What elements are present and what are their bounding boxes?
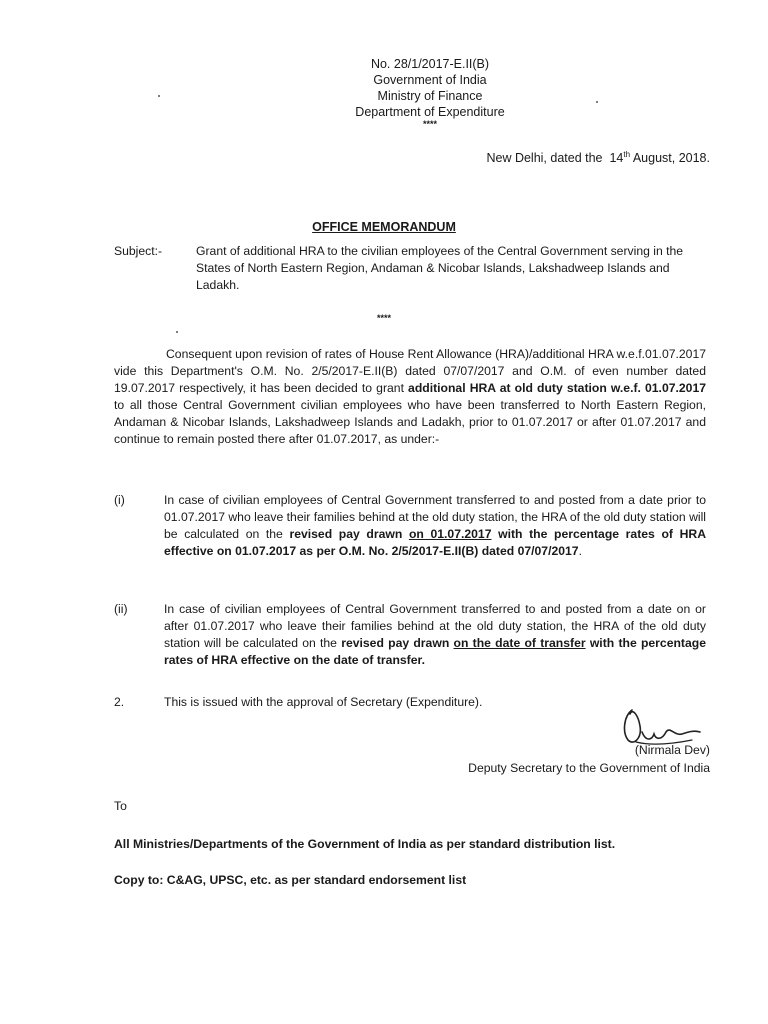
issue-date: New Delhi, dated the 14th August, 2018. — [486, 150, 710, 165]
subject-text: Grant of additional HRA to the civilian employees of the Central Government serving in the States of North Eastern Region, Andaman & Nicobar Islands, Lakshadweep Islands and Ladakh. — [196, 244, 684, 292]
signatory-designation: Deputy Secretary to the Government of India — [468, 761, 710, 775]
letterhead — [310, 56, 550, 129]
scan-speck — [158, 95, 160, 97]
distribution-list: All Ministries/Departments of the Government of India as per standard distribution list. — [114, 837, 616, 851]
department-name: Department of Expenditure — [355, 105, 505, 119]
paragraph-intro: Consequent upon revision of rates of House Rent Allowance (HRA)/additional HRA w.e.f.01.07.2017 vide this Department's O.M. No. 2/5/2017-E.II(B) dated 07/07/2017 and O.M. of even number dated 19.07.2017 respectively, it has been decided to grant additional HRA at old duty station w.e.f. 01.07.2017 to all those Central Government civilian employees who have been transferred to North Eastern Region, Andaman & Nicobar Islands, Lakshadweep Islands and Ladakh, prior to 01.07.2017 or after 01.07.2017 and continue to remain posted there after 01.07.2017, as under:- — [114, 347, 706, 446]
clause-text: In case of civilian employees of Central Government transferred to and posted from a date on or after 01.07.2017 who leave their families behind at the old duty station, the HRA of the old duty station will be calculated on the revised pay drawn on the date of transfer with the percentage rates of HRA effective on the date of transfer. — [164, 602, 706, 667]
clause-number: (i) — [114, 493, 125, 507]
page-title: OFFICE MEMORANDUM — [312, 220, 456, 234]
reference-number: No. 28/1/2017-E.II(B) — [370, 57, 490, 71]
clause-text: In case of civilian employees of Central Government transferred to and posted from a date prior to 01.07.2017 who leave their families behind at the old duty station, the HRA of the old duty station will be calculated on the revised pay drawn on 01.07.2017 with the percentage rates of HRA effective on 01.07.2017 as per O.M. No. 2/5/2017-E.II(B) dated 07/07/2017. — [164, 493, 706, 558]
clause-i — [114, 492, 706, 560]
clause-ii — [114, 601, 706, 669]
clause-number: (ii) — [114, 602, 128, 616]
to-label: To — [114, 799, 127, 813]
subject-block — [114, 243, 714, 294]
paragraph-text: This is issued with the approval of Secretary (Expenditure). — [164, 695, 483, 709]
scan-speck — [176, 331, 178, 333]
paragraph-number: 2. — [114, 695, 125, 709]
signatory-name: (Nirmala Dev) — [634, 743, 710, 757]
subject-label: Subject:- — [114, 244, 163, 258]
scan-speck — [596, 101, 598, 103]
government-name: Government of India — [373, 73, 487, 87]
copy-to-line: Copy to: C&AG, UPSC, etc. as per standard endorsement list — [114, 873, 467, 887]
ministry-name: Ministry of Finance — [377, 89, 483, 103]
subject-separator: **** — [376, 313, 391, 323]
header-separator: **** — [422, 119, 437, 129]
